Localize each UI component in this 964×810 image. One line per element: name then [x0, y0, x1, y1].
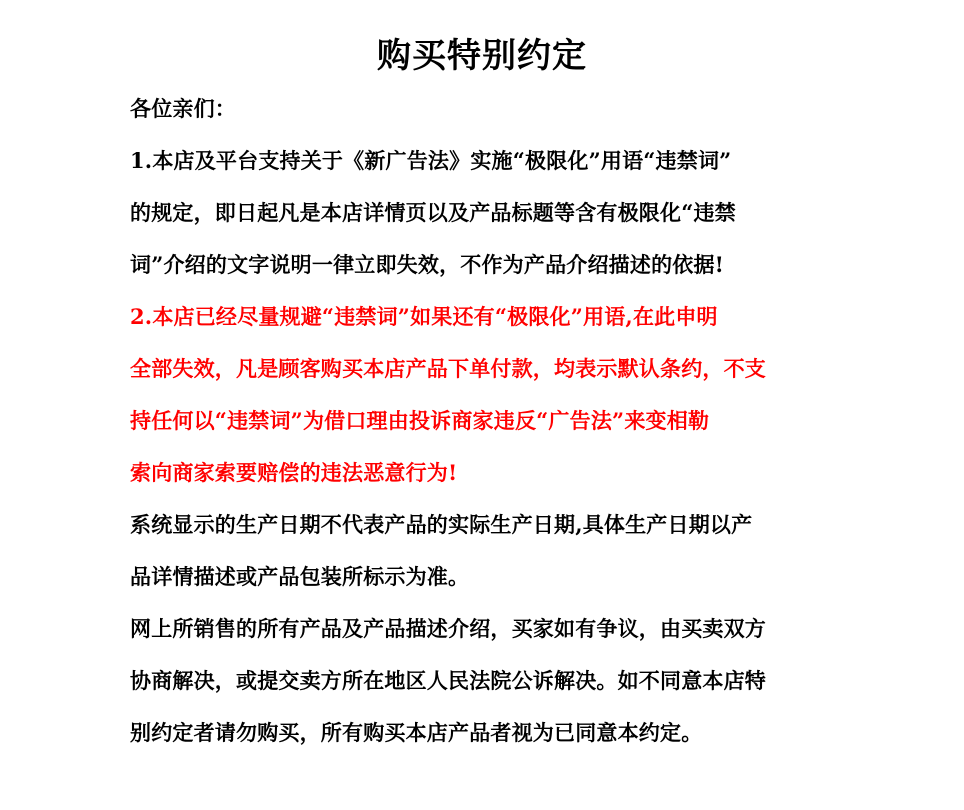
clause-2-line-2: 全部失效，凡是顾客购买本店产品下单付款，均表示默认条约，不支 [130, 356, 766, 381]
page-title: 购买特别约定 [377, 36, 587, 76]
production-date-line-1: 系统显示的生产日期不代表产品的实际生产日期,具体生产日期以产 [130, 512, 753, 537]
clause-2-line-1: 2.本店已经尽量规避“违禁词”如果还有“极限化”用语,在此申明 [130, 304, 718, 329]
greeting: 各位亲们： [130, 96, 236, 121]
dispute-line-2: 协商解决，或提交卖方所在地区人民法院公诉解决。如不同意本店特 [130, 668, 766, 693]
dispute-line-3: 别约定者请勿购买，所有购买本店产品者视为已同意本约定。 [130, 720, 703, 745]
dispute-line-1: 网上所销售的所有产品及产品描述介绍，买家如有争议，由买卖双方 [130, 616, 766, 641]
clause-2-line-3: 持任何以“违禁词”为借口理由投诉商家违反“广告法”来变相勒 [130, 408, 710, 433]
clause-1-line-1: 1.本店及平台支持关于《新广告法》实施“极限化”用语“违禁词” [130, 148, 732, 173]
clause-2-line-4: 索向商家索要赔偿的违法恶意行为! [130, 460, 458, 485]
clause-1-line-2: 的规定，即日起凡是本店详情页以及产品标题等含有极限化“违禁 [130, 200, 736, 225]
production-date-line-2: 品详情描述或产品包装所标示为准。 [130, 564, 470, 589]
clause-1-line-3: 词”介绍的文字说明一律立即失效，不作为产品介绍描述的依据! [130, 252, 725, 277]
